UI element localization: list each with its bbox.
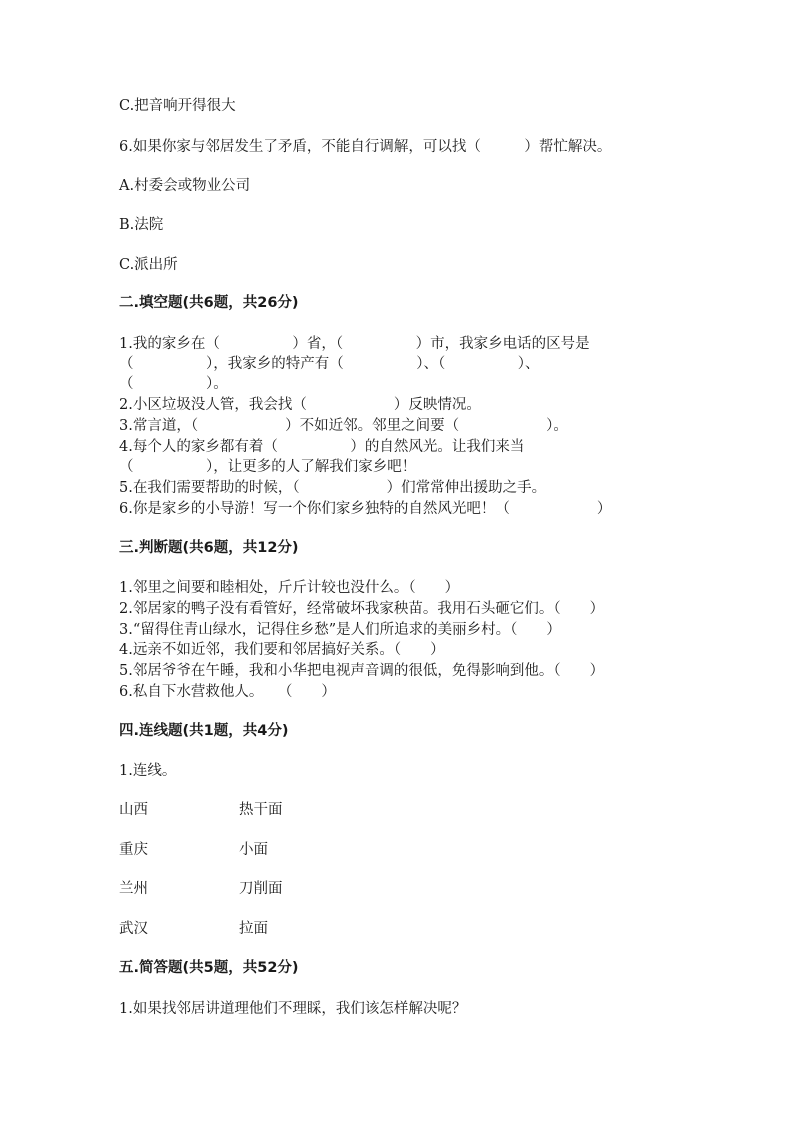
s2-q1-line2: （ ），我家乡的特产有（ ）、（ ）、 [119,356,540,372]
section3-heading: 三.判断题(共6题，共12分) [119,540,299,556]
s2-q3: 3.常言道，（ ）不如近邻。邻里之间要（ ）。 [119,418,568,434]
q6-option-b: B.法院 [119,217,164,233]
match-left-wuhan: 武汉 [119,921,148,937]
section4-heading: 四.连线题(共1题，共4分) [119,723,289,739]
match-right-lamian: 拉面 [239,921,268,937]
match-left-lanzhou: 兰州 [119,881,148,897]
section2-heading: 二.填空题(共6题，共26分) [119,295,299,311]
s2-q4-line2: （ ），让更多的人了解我们家乡吧！ [119,459,417,475]
s3-q3: 3.“留得住青山绿水，记得住乡愁”是人们所追求的美丽乡村。（ ） [119,622,561,638]
s4-q1: 1.连线。 [119,763,177,779]
s2-q1-line3: （ ）。 [119,376,228,392]
match-right-daoxiaomian: 刀削面 [239,881,283,897]
q6-stem: 6.如果你家与邻居发生了矛盾，不能自行调解，可以找（ ）帮忙解决。 [119,139,612,155]
match-right-xiaomian: 小面 [239,842,268,858]
match-right-reganmian: 热干面 [239,802,283,818]
s5-q1: 1.如果找邻居讲道理他们不理睬，我们该怎样解决呢？ [119,1001,467,1017]
s2-q2: 2.小区垃圾没人管，我会找（ ）反映情况。 [119,397,481,413]
q6-option-a: A.村委会或物业公司 [119,178,251,194]
s2-q5: 5.在我们需要帮助的时候，（ ）们常常伸出援助之手。 [119,480,547,496]
q5-option-c: C.把音响开得很大 [119,98,236,114]
s2-q1-line1: 1.我的家乡在（ ）省，（ ）市，我家乡电话的区号是 [119,336,590,352]
s3-q2: 2.邻居家的鸭子没有看管好，经常破坏我家秧苗。我用石头砸它们。（ ） [119,601,605,617]
s3-q5: 5.邻居爷爷在午睡，我和小华把电视声音调的很低，免得影响到他。（ ） [119,663,605,679]
s3-q6: 6.私自下水营救他人。 （ ） [119,684,336,700]
s2-q6: 6.你是家乡的小导游！写一个你们家乡独特的自然风光吧！（ ） [119,501,612,517]
match-left-shanxi: 山西 [119,802,148,818]
s3-q1: 1.邻里之间要和睦相处，斤斤计较也没什么。（ ） [119,580,460,596]
match-left-chongqing: 重庆 [119,842,148,858]
s2-q4-line1: 4.每个人的家乡都有着（ ）的自然风光。让我们来当 [119,439,525,455]
s3-q4: 4.远亲不如近邻，我们要和邻居搞好关系。（ ） [119,642,445,658]
section5-heading: 五.简答题(共5题，共52分) [119,960,299,976]
q6-option-c: C.派出所 [119,257,178,273]
